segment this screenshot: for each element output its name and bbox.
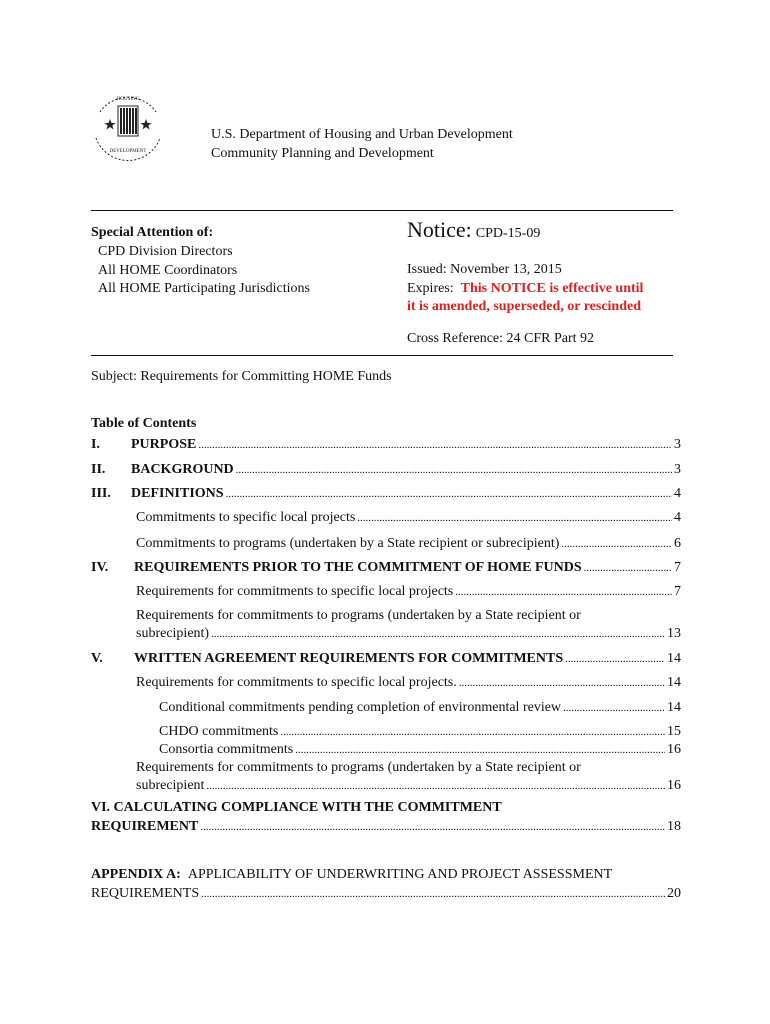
toc-leader (198, 436, 672, 454)
agency-name: U.S. Department of Housing and Urban Development (211, 127, 513, 142)
toc-text: REQUIREMENTS (91, 886, 200, 901)
toc-text: REQUIREMENTS PRIOR TO THE COMMITMENT OF HOME FUNDS (134, 560, 582, 575)
toc-text: WRITTEN AGREEMENT REQUIREMENTS FOR COMMITMENTS (134, 651, 564, 666)
toc-text: Requirements for commitments to specific local projects (136, 584, 454, 599)
toc-text: Consortia commitments (159, 742, 294, 757)
toc-leader (584, 559, 672, 577)
toc-num: I. (91, 437, 100, 452)
toc-page: 15 (667, 724, 681, 739)
toc-entry[interactable] (136, 535, 681, 553)
toc-page: 20 (667, 886, 681, 901)
notice-number: CPD-15-09 (475, 226, 541, 241)
bottom-rule (91, 355, 673, 356)
toc-page: 3 (674, 437, 681, 452)
toc-num: V. (91, 651, 103, 666)
toc-entry[interactable] (136, 509, 681, 527)
subject-line: Subject: Requirements for Committing HOME Funds (91, 369, 392, 384)
toc-text: subrecipient (136, 778, 205, 793)
special-attention-label: Special Attention of: (91, 225, 214, 240)
toc-leader (236, 461, 672, 479)
toc-text: PURPOSE (131, 437, 197, 452)
toc-entry[interactable] (136, 625, 681, 643)
toc-page: 14 (667, 700, 681, 715)
toc-text: Conditional commitments pending completion of environmental review (159, 700, 562, 715)
top-rule (91, 210, 673, 211)
toc-leader (455, 583, 672, 601)
appendix-label: APPENDIX A: (91, 867, 181, 882)
toc-page: 16 (667, 742, 681, 757)
toc-entry-line[interactable] (91, 866, 612, 884)
toc-entry[interactable] (91, 436, 681, 454)
expires-text-cont: it is amended, superseded, or rescinded (407, 299, 641, 314)
toc-page: 7 (674, 584, 681, 599)
toc-leader (563, 699, 665, 717)
toc-title: Table of Contents (91, 416, 197, 431)
toc-text: BACKGROUND (131, 462, 234, 477)
toc-text: CHDO commitments (159, 724, 279, 739)
toc-entry[interactable] (159, 723, 681, 741)
toc-entry[interactable] (136, 777, 681, 795)
cross-reference: Cross Reference: 24 CFR Part 92 (407, 331, 595, 346)
toc-entry-line[interactable]: Requirements for commitments to programs (undertaken by a State recipient or (136, 608, 581, 623)
toc-entry[interactable] (91, 559, 681, 577)
toc-leader (280, 723, 665, 741)
toc-leader (226, 485, 672, 503)
toc-entry[interactable] (91, 885, 681, 903)
toc-leader (211, 625, 665, 643)
notice-label: Notice: (407, 217, 472, 242)
toc-text: subrecipient) (136, 626, 210, 641)
toc-leader (561, 535, 672, 553)
toc-entry-line[interactable]: VI. CALCULATING COMPLIANCE WITH THE COMMITMENT (91, 800, 502, 815)
toc-page: 18 (667, 819, 681, 834)
toc-page: 7 (674, 560, 681, 575)
appendix-title: APPLICABILITY OF UNDERWRITING AND PROJECT ASSESSMENT (187, 867, 613, 882)
toc-leader (206, 777, 665, 795)
svg-text:HOUSING: HOUSING (116, 97, 140, 102)
toc-entry[interactable] (159, 699, 681, 717)
recipient-item: All HOME Participating Jurisdictions (98, 281, 310, 296)
toc-leader (201, 885, 665, 903)
svg-text:DEVELOPMENT: DEVELOPMENT (109, 149, 147, 154)
recipient-item: CPD Division Directors (98, 244, 233, 259)
toc-page: 6 (674, 536, 681, 551)
notice-dates (407, 261, 643, 317)
recipient-item: All HOME Coordinators (98, 262, 238, 278)
agency-header (211, 125, 513, 163)
toc-entry[interactable] (91, 650, 681, 668)
expires-label: Expires: (407, 280, 454, 296)
attention-recipients (98, 243, 310, 299)
toc-entry[interactable] (136, 583, 681, 601)
toc-num: IV. (91, 560, 109, 575)
toc-entry-line[interactable]: Requirements for commitments to programs (undertaken by a State recipient or (136, 760, 581, 775)
toc-text: Requirements for commitments to specific local projects. (136, 675, 457, 690)
toc-text: Commitments to programs (undertaken by a State recipient or subrecipient) (136, 536, 560, 551)
toc-page: 14 (667, 675, 681, 690)
toc-entry[interactable] (91, 818, 681, 836)
issued-date: Issued: November 13, 2015 (407, 262, 562, 277)
toc-entry[interactable] (91, 485, 681, 503)
toc-page: 4 (674, 486, 681, 501)
toc-page: 3 (674, 462, 681, 477)
toc-page: 14 (667, 651, 681, 666)
hud-seal-logo (88, 92, 168, 172)
expires-text: This NOTICE is effective until (460, 280, 644, 296)
agency-office: Community Planning and Development (211, 146, 434, 161)
toc-page: 13 (667, 626, 681, 641)
toc-num: III. (91, 486, 111, 501)
toc-text: DEFINITIONS (131, 486, 224, 501)
toc-leader (200, 818, 665, 836)
toc-leader (459, 674, 665, 692)
toc-num: II. (91, 462, 106, 477)
toc-leader (565, 650, 665, 668)
notice-heading (407, 217, 540, 243)
toc-entry[interactable] (136, 674, 681, 692)
toc-text: Commitments to specific local projects (136, 510, 356, 525)
toc-leader (357, 509, 672, 527)
toc-leader (295, 741, 665, 759)
toc-entry[interactable] (159, 741, 681, 759)
toc-page: 16 (667, 778, 681, 793)
toc-page: 4 (674, 510, 681, 525)
toc-entry[interactable] (91, 461, 681, 479)
toc-text: REQUIREMENT (91, 819, 199, 834)
